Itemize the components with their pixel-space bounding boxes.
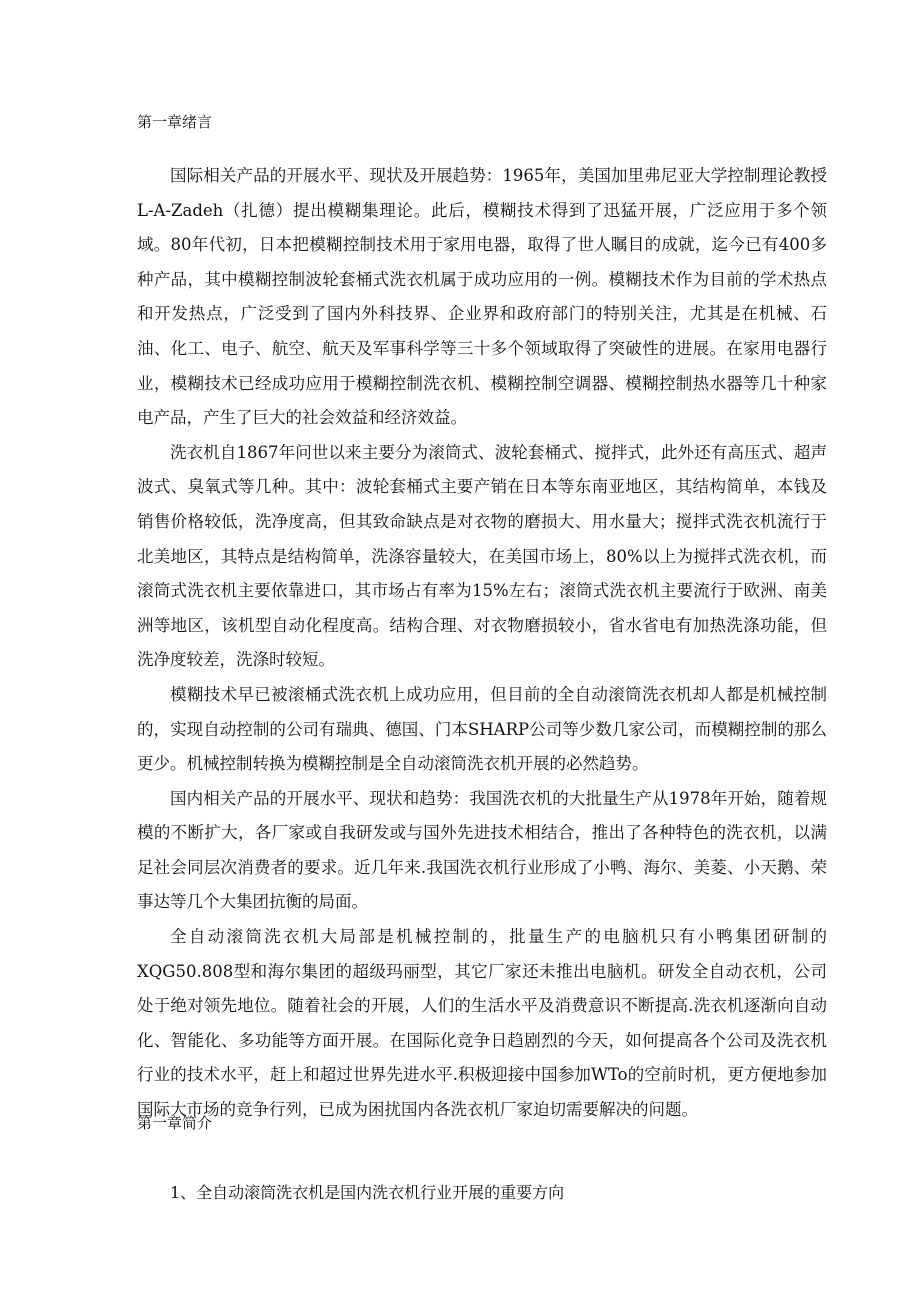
paragraph-washer-types: 洗衣机自1867年问世以来主要分为滚筒式、波轮套桶式、搅拌式，此外还有高压式、超声波式、臭氧式等几种。其中：波轮套桶式主要产销在日本等东南亚地区，其结构简单，本钱及销售价格较低，洗净度高，但其致命缺点是对衣物的磨损大、用水量大；搅拌式洗衣机流行于北美地区，其特点是结构简单，洗涤容量较大，在美国市场上，80%以上为搅拌式洗衣机，而滚筒式洗衣机主要依靠进口，其市场占有率为15%左右；滚筒式洗衣机主要流行于欧洲、南美洲等地区，该机型自动化程度高。结构合理、对衣物磨损较小，省水省电有加热洗涤功能，但洗净度较差，洗涤时较短。: [137, 442, 827, 670]
chapter-body: [137, 159, 827, 1128]
paragraph-fuzzy-drum: 模糊技术早已被滚桶式洗衣机上成功应用，但目前的全自动滚筒洗衣机却人都是机械控制的，实现自动控制的公司有瑞典、德国、门本SHARP公司等少数几家公司，而模糊控制的那么更少。机械控制转换为模糊控制是全自动滚筒洗衣机开展的必然趋势。: [137, 684, 827, 774]
list-item-1: 1、全自动滚筒洗衣机是国内洗衣机行业开展的重要方向: [170, 1183, 565, 1202]
paragraph-international-status: 国际相关产品的开展水平、现状及开展趋势：1965年，美国加里弗尼亚大学控制理论教授L-A-Zadeh（扎德）提出模糊集理论。此后，模糊技术得到了迅猛开展，广泛应用于多个领域。80年代初，日本把模糊控制技术用于家用电器，取得了世人瞩目的成就，迄今已有400多种产品，其中模糊控制波轮套桶式洗衣机属于成功应用的一例。模糊技术作为目前的学术热点和开发热点，广泛受到了国内外科技界、企业界和政府部门的特别关注，尤其是在机械、石油、化工、电子、航空、航天及军事科学等三十多个领域取得了突破性的进展。在家用电器行业，模糊技术已经成功应用于模糊控制洗衣机、模糊控制空调器、模糊控制热水器等几十种家电产品，产生了巨大的社会效益和经济效益。: [137, 166, 827, 428]
chapter-heading-introduction: 第一章绪言: [137, 113, 213, 131]
paragraph-drum-control: 全自动滚筒洗衣机大局部是机械控制的，批量生产的电脑机只有小鸭集团研制的XQG50.808型和海尔集团的超级玛丽型，其它厂家还未推出电脑机。研发全自动衣机，公司处于绝对领先地位。随着社会的开展，人们的生活水平及消费意识不断提高.洗衣机逐渐向自动化、智能化、多功能等方面开展。在国际化竞争日趋剧烈的今天，如何提高各个公司及洗衣机行业的技术水平，赶上和超过世界先进水平.积极迎接中国参加WTo的空前时机，更方便地参加国际大市场的竞争行列，已成为困扰国内各洗衣机厂家迫切需要解决的问题。: [137, 927, 827, 1120]
chapter-heading-overview: 第一章简介: [137, 1114, 213, 1132]
paragraph-domestic-status: 国内相关产品的开展水平、现状和趋势：我国洗衣机的大批量生产从1978年开始，随着规模的不断扩大，各厂家或自我研发或与国外先进技术相结合，推出了各种特色的洗衣机，以满足社会同层次消费者的要求。近几年来.我国洗衣机行业形成了小鸭、海尔、美菱、小天鹅、荣事达等几个大集团抗衡的局面。: [137, 788, 827, 912]
